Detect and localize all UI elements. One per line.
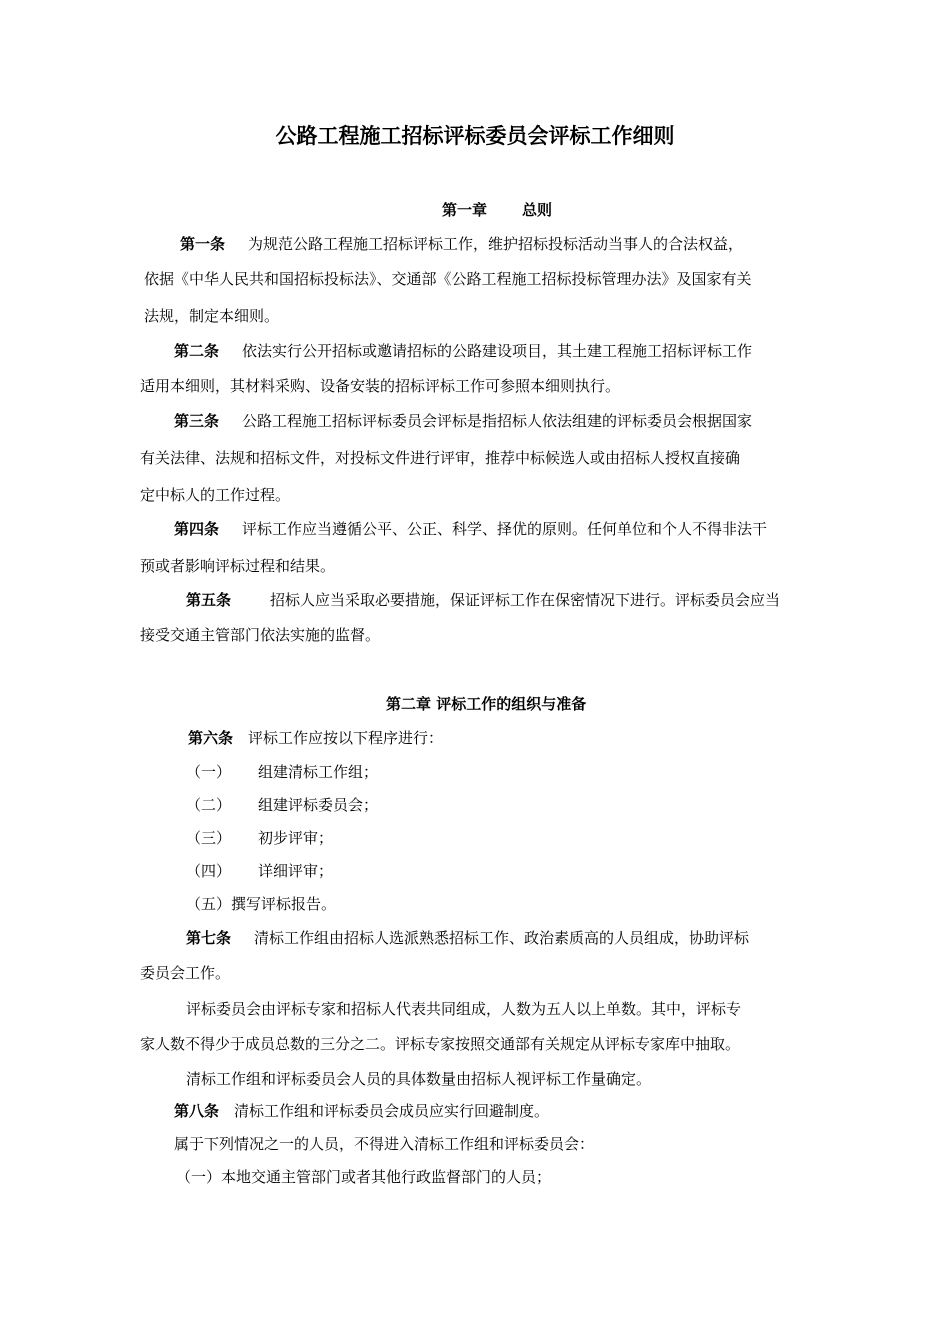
- article8-text: 清标工作组和评标委员会成员应实行回避制度。: [234, 1102, 550, 1120]
- article8-p2: 属于下列情况之一的人员，不得进入清标工作组和评标委员会：: [174, 1135, 595, 1153]
- chapter1-name: 总则: [522, 201, 553, 219]
- article6-item5: （五）撰写评标报告。: [186, 895, 337, 913]
- article6-text: 评标工作应按以下程序进行：: [248, 729, 444, 747]
- article7-label: 第七条: [186, 929, 232, 947]
- article6-item4-num: （四）: [186, 862, 232, 880]
- article4-line1: 评标工作应当遵循公平、公正、科学、择优的原则。任何单位和个人不得非法干: [242, 520, 768, 538]
- article1-line2: 依据《中华人民共和国招标投标法》、交通部《公路工程施工招标投标管理办法》及国家有关: [144, 270, 752, 288]
- chapter1-label: 第一章: [442, 201, 488, 219]
- article6-item2-num: （二）: [186, 796, 232, 814]
- article3-line3: 定中标人的工作过程。: [140, 486, 291, 504]
- article3-line2: 有关法律、法规和招标文件，对投标文件进行评审，推荐中标候选人或由招标人授权直接确: [140, 449, 741, 467]
- article6-label: 第六条: [188, 729, 234, 747]
- article7-p3: 清标工作组和评标委员会人员的具体数量由招标人视评标工作量确定。: [186, 1070, 652, 1088]
- article7-line1: 清标工作组由招标人选派熟悉招标工作、政治素质高的人员组成，协助评标: [254, 929, 750, 947]
- article6-item1-text: 组建清标工作组；: [258, 763, 379, 781]
- article2-label: 第二条: [174, 342, 220, 360]
- article5-label: 第五条: [186, 591, 232, 609]
- article1-line1: 为规范公路工程施工招标评标工作，维护招标投标活动当事人的合法权益，: [248, 235, 744, 253]
- article5-line1: 招标人应当采取必要措施，保证评标工作在保密情况下进行。评标委员会应当: [270, 591, 781, 609]
- article4-label: 第四条: [174, 520, 220, 538]
- article1-line3: 法规，制定本细则。: [144, 307, 280, 325]
- article6-item1-num: （一）: [186, 763, 232, 781]
- article7-p2-line1: 评标委员会由评标专家和招标人代表共同组成，人数为五人以上单数。其中，评标专: [186, 1000, 742, 1018]
- article6-item3-text: 初步评审；: [258, 829, 334, 847]
- article2-line1: 依法实行公开招标或邀请招标的公路建设项目，其土建工程施工招标评标工作: [242, 342, 753, 360]
- article8-item1: （一）本地交通主管部门或者其他行政监督部门的人员；: [176, 1168, 552, 1186]
- article5-line2: 接受交通主管部门依法实施的监督。: [140, 626, 381, 644]
- article1-label: 第一条: [180, 235, 226, 253]
- article3-line1: 公路工程施工招标评标委员会评标是指招标人依法组建的评标委员会根据国家: [242, 412, 753, 430]
- chapter2-title: 第二章 评标工作的组织与准备: [386, 695, 587, 713]
- article4-line2: 预或者影响评标过程和结果。: [140, 557, 336, 575]
- article6-item4-text: 详细评审；: [258, 862, 334, 880]
- article7-line2: 委员会工作。: [140, 964, 231, 982]
- article2-line2: 适用本细则，其材料采购、设备安装的招标评标工作可参照本细则执行。: [140, 377, 621, 395]
- article8-label: 第八条: [174, 1102, 220, 1120]
- article6-item2-text: 组建评标委员会；: [258, 796, 379, 814]
- page-title: 公路工程施工招标评标委员会评标工作细则: [275, 123, 675, 148]
- article3-label: 第三条: [174, 412, 220, 430]
- article6-item3-num: （三）: [186, 829, 232, 847]
- article7-p2-line2: 家人数不得少于成员总数的三分之二。评标专家按照交通部有关规定从评标专家库中抽取。: [140, 1035, 741, 1053]
